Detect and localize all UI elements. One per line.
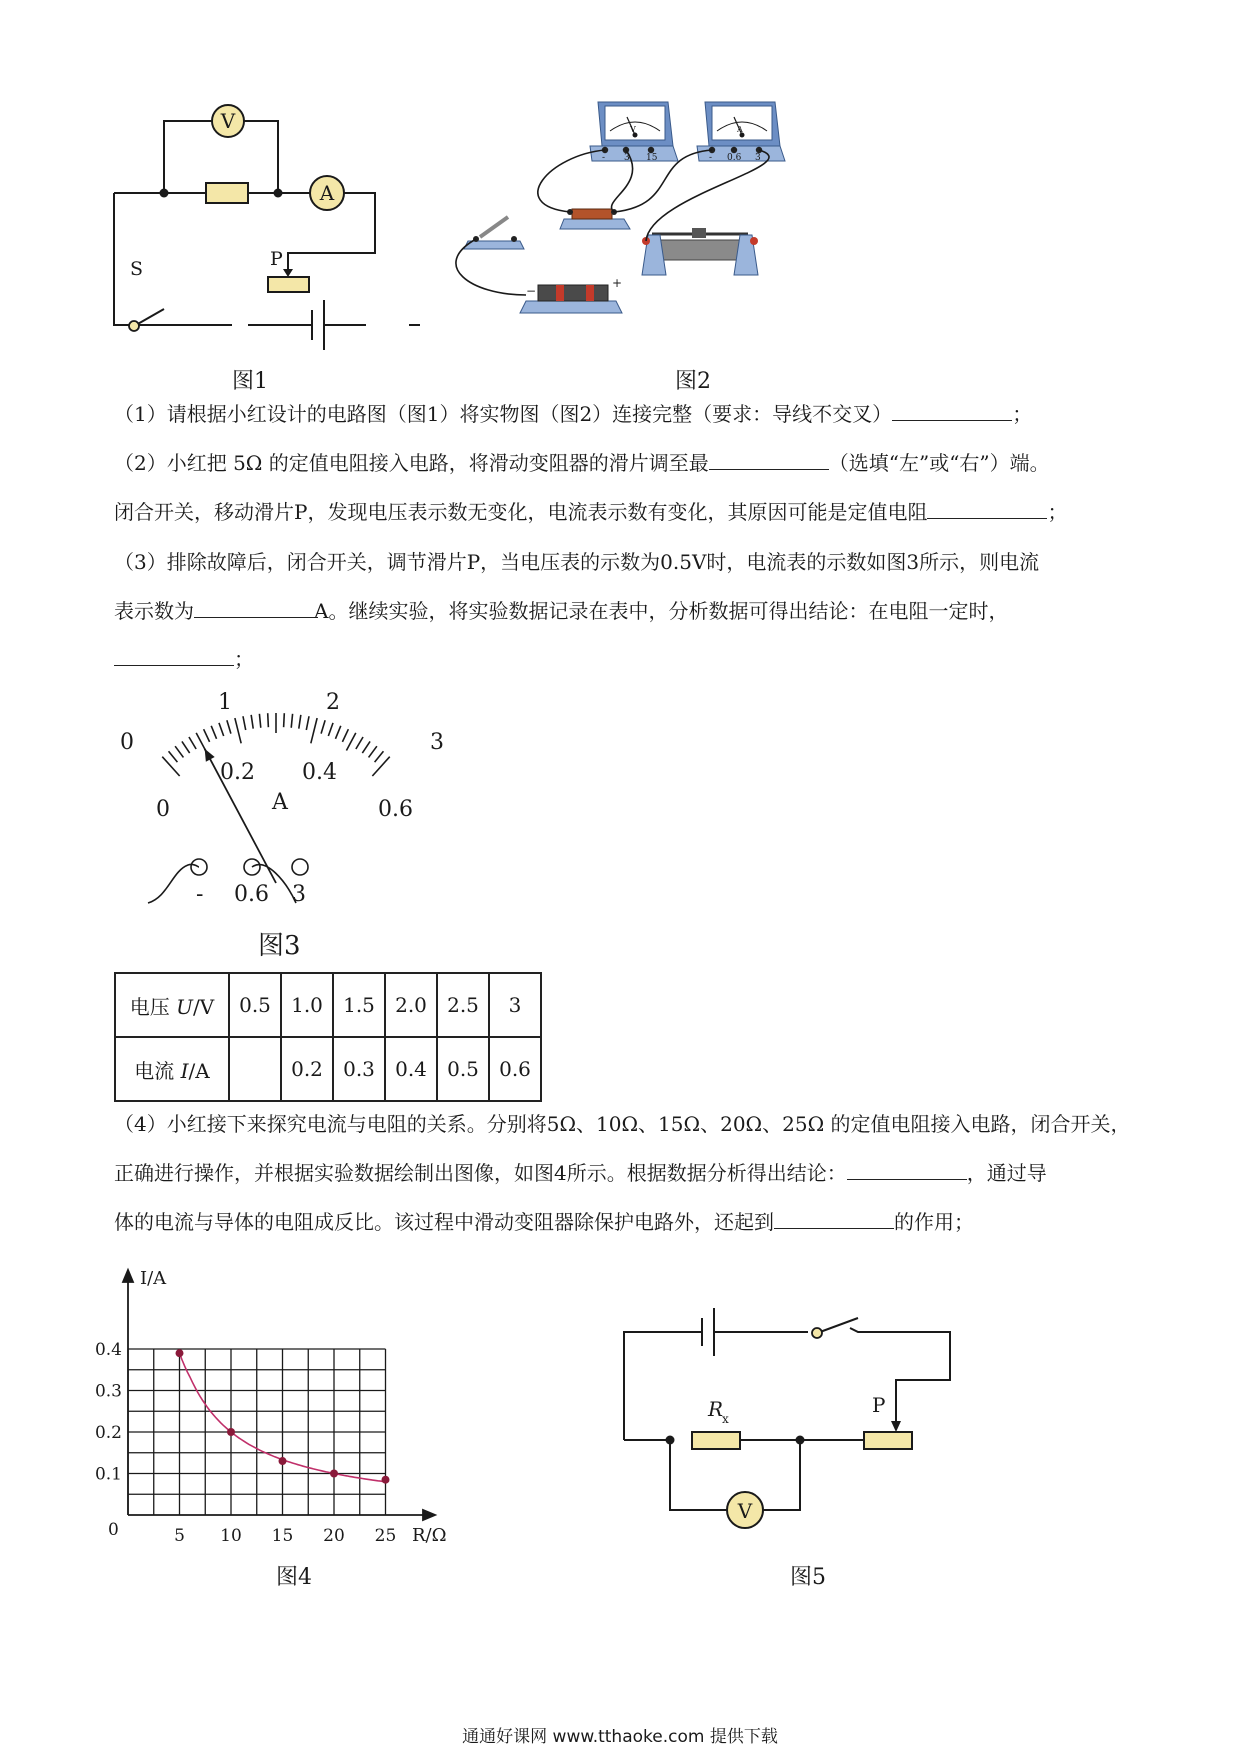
chart-x-tick-label: 20 — [323, 1526, 345, 1546]
fig1-switch-label: S — [130, 258, 144, 280]
question-4-line-3: 体的电流与导体的电阻成反比。该过程中滑动变阻器除保护电路外，还起到 的作用； — [114, 1210, 974, 1234]
dial-tick — [284, 713, 285, 727]
question-4-line-2: 正确进行操作，并根据实验数据绘制出图像，如图4所示。根据数据分析得出结论： ，通过导 — [114, 1161, 1047, 1185]
fig1-slider-label: P — [270, 248, 283, 270]
dial-tick — [227, 720, 231, 733]
fig2-v-terminal-3: 3 — [624, 153, 630, 163]
dial-tick — [196, 733, 205, 751]
dial-tick — [306, 716, 309, 730]
chart-data-point — [227, 1428, 235, 1436]
fig1-ammeter-label: A — [319, 181, 335, 205]
table-cell: 2.0 — [385, 973, 437, 1037]
question-3-line-2: 表示数为 A。继续实验，将实验数据记录在表中，分析数据可得出结论：在电阻一定时， — [114, 599, 1009, 623]
fig1-caption: 图1 — [232, 369, 268, 394]
dial-tick — [162, 757, 179, 776]
chart-y-axis-label: I/A — [140, 1268, 167, 1289]
chart-data-point — [382, 1476, 390, 1484]
fig5-voltmeter-label: V — [737, 1499, 753, 1523]
fig1-voltmeter-label: V — [220, 109, 236, 133]
question-4-line-1: （4）小红接下来探究电流与电阻的关系。分别将5Ω、10Ω、15Ω、20Ω、25Ω 的定值电阻接入电路，闭合开关， — [114, 1112, 1131, 1136]
chart-y-arrow — [123, 1270, 133, 1282]
dial-tick — [251, 715, 253, 729]
dial-lower-04: 0.4 — [302, 760, 337, 785]
dial-tick — [175, 746, 183, 757]
figure-1-circuit — [100, 95, 440, 355]
answer-blank-3a[interactable] — [194, 597, 314, 618]
fig5-slider-label: P — [872, 1393, 886, 1417]
data-table — [114, 972, 542, 1102]
dial-tick — [375, 751, 384, 762]
dial-tick — [372, 757, 389, 776]
dial-unit: A — [272, 790, 288, 815]
chart-x-tick-label: 25 — [374, 1526, 397, 1546]
dial-terminal-3: 3 — [292, 882, 306, 907]
fig2-caption: 图2 — [675, 369, 711, 394]
fig2-v-terminal-minus: - — [602, 153, 606, 163]
fig2-voltmeter — [590, 102, 678, 163]
fig2-ammeter — [697, 102, 785, 163]
table-cell: 0.2 — [281, 1037, 333, 1101]
dial-tick — [268, 713, 269, 727]
answer-blank-3b[interactable] — [114, 645, 234, 666]
dial-tick — [321, 720, 325, 733]
answer-blank-4b[interactable] — [774, 1208, 894, 1229]
fig2-battery-plus: + — [612, 276, 623, 290]
dial-tick — [291, 714, 292, 728]
question-3-line-3: ； — [114, 645, 254, 673]
dial-tick — [342, 729, 348, 742]
table-row-voltage — [115, 973, 541, 1037]
dial-lower-06: 0.6 — [378, 797, 413, 822]
fig2-switch — [464, 217, 524, 249]
dial-tick — [243, 716, 246, 730]
dial-upper-2: 2 — [326, 690, 340, 715]
dial-lower-0: 0 — [156, 797, 170, 822]
dial-terminal-06: 0.6 — [234, 882, 269, 907]
chart-origin-label: 0 — [108, 1520, 119, 1540]
table-header-current: 电流 I/A — [115, 1037, 229, 1101]
dial-tick — [211, 726, 216, 739]
chart-x-tick-label: 5 — [174, 1526, 185, 1546]
table-cell: 2.5 — [437, 973, 489, 1037]
dial-upper-0: 0 — [120, 730, 134, 755]
dial-lower-02: 0.2 — [220, 760, 255, 785]
chart-y-tick-label: 0.1 — [94, 1464, 122, 1485]
chart-y-tick-label: 0.2 — [94, 1423, 122, 1443]
table-cell: 0.3 — [333, 1037, 385, 1101]
dial-tick — [356, 737, 363, 749]
figure-5-circuit — [610, 1300, 970, 1550]
chart-x-tick-label: 10 — [220, 1526, 242, 1546]
fig2-battery — [520, 276, 622, 313]
dial-tick — [169, 751, 178, 762]
fig2-a-terminal-3: 3 — [755, 153, 761, 163]
dial-tick — [182, 741, 190, 753]
figure-2-apparatus — [510, 95, 880, 355]
dial-tick — [328, 723, 333, 736]
table-header-voltage: 电压 U/V — [115, 973, 229, 1037]
question-2-line-1: （2）小红把 5Ω 的定值电阻接入电路，将滑动变阻器的滑片调至最 （选填“左”或“右”）端。 — [114, 451, 1050, 475]
fig2-a-terminal-06: 0.6 — [727, 153, 742, 163]
chart-x-axis-label: R/Ω — [412, 1525, 447, 1546]
question-1: （1）请根据小红设计的电路图（图1）将实物图（图2）连接完整（要求：导线不交叉） ； — [114, 402, 1033, 426]
dial-terminal-minus: - — [196, 882, 204, 907]
dial-tick — [369, 746, 377, 757]
chart-data-point — [176, 1349, 184, 1357]
dial-tick — [299, 715, 301, 729]
table-cell: 1.5 — [333, 973, 385, 1037]
question-3-line-1: （3）排除故障后，闭合开关，调节滑片P，当电压表的示数为0.5V时，电流表的示数如图3所示，则电流 — [114, 550, 1040, 574]
fig2-v-terminal-15: 15 — [646, 153, 658, 163]
dial-tick — [204, 729, 210, 742]
fig2-v-letter: V — [630, 125, 636, 134]
fig2-a-terminal-minus: - — [709, 153, 713, 163]
dial-tick — [189, 737, 196, 749]
dial-tick — [219, 723, 224, 736]
page-footer: 通通好课网 www.tthaoke.com 提供下载 — [462, 1727, 778, 1747]
fig5-rx-label: R — [708, 1397, 724, 1421]
figure-4-chart — [94, 1260, 520, 1550]
answer-blank-2b[interactable] — [927, 498, 1047, 519]
chart-data-point — [279, 1457, 287, 1465]
fig5-rx-subscript: x — [722, 1412, 729, 1426]
chart-y-tick-label: 0.4 — [94, 1340, 122, 1360]
question-2-line-2: 闭合开关，移动滑片P，发现电压表示数无变化，电流表示数有变化，其原因可能是定值电阻 ； — [114, 500, 1068, 524]
answer-blank-2a[interactable] — [709, 449, 829, 470]
dial-upper-3: 3 — [430, 730, 444, 755]
chart-x-tick-label: 15 — [271, 1526, 294, 1546]
chart-x-arrow — [423, 1510, 435, 1520]
answer-blank-4a[interactable] — [847, 1159, 967, 1180]
dial-tick — [346, 733, 355, 751]
dial-upper-1: 1 — [218, 690, 232, 715]
table-cell: 0.6 — [489, 1037, 541, 1101]
dial-tick — [335, 726, 340, 739]
fig3-caption: 图3 — [258, 931, 301, 961]
table-cell: 0.4 — [385, 1037, 437, 1101]
fig5-caption: 图5 — [790, 1565, 826, 1590]
table-cell: 3 — [489, 973, 541, 1037]
dial-tick — [311, 718, 317, 743]
table-cell: 1.0 — [281, 973, 333, 1037]
fig2-battery-minus: − — [526, 284, 537, 298]
dial-tick — [362, 741, 370, 753]
table-row-current — [115, 1037, 541, 1101]
fig2-rheostat — [642, 228, 758, 275]
table-cell: 0.5 — [437, 1037, 489, 1101]
dial-tick — [235, 718, 241, 743]
chart-data-point — [330, 1470, 338, 1478]
chart-y-tick-label: 0.3 — [94, 1381, 122, 1402]
table-cell-blank[interactable] — [229, 1037, 281, 1101]
answer-blank-1[interactable] — [892, 400, 1012, 421]
figure-3-ammeter-dial — [100, 685, 480, 905]
table-cell: 0.5 — [229, 973, 281, 1037]
fig2-a-letter: A — [737, 125, 743, 134]
dial-tick — [259, 714, 260, 728]
fig4-caption: 图4 — [276, 1565, 312, 1590]
